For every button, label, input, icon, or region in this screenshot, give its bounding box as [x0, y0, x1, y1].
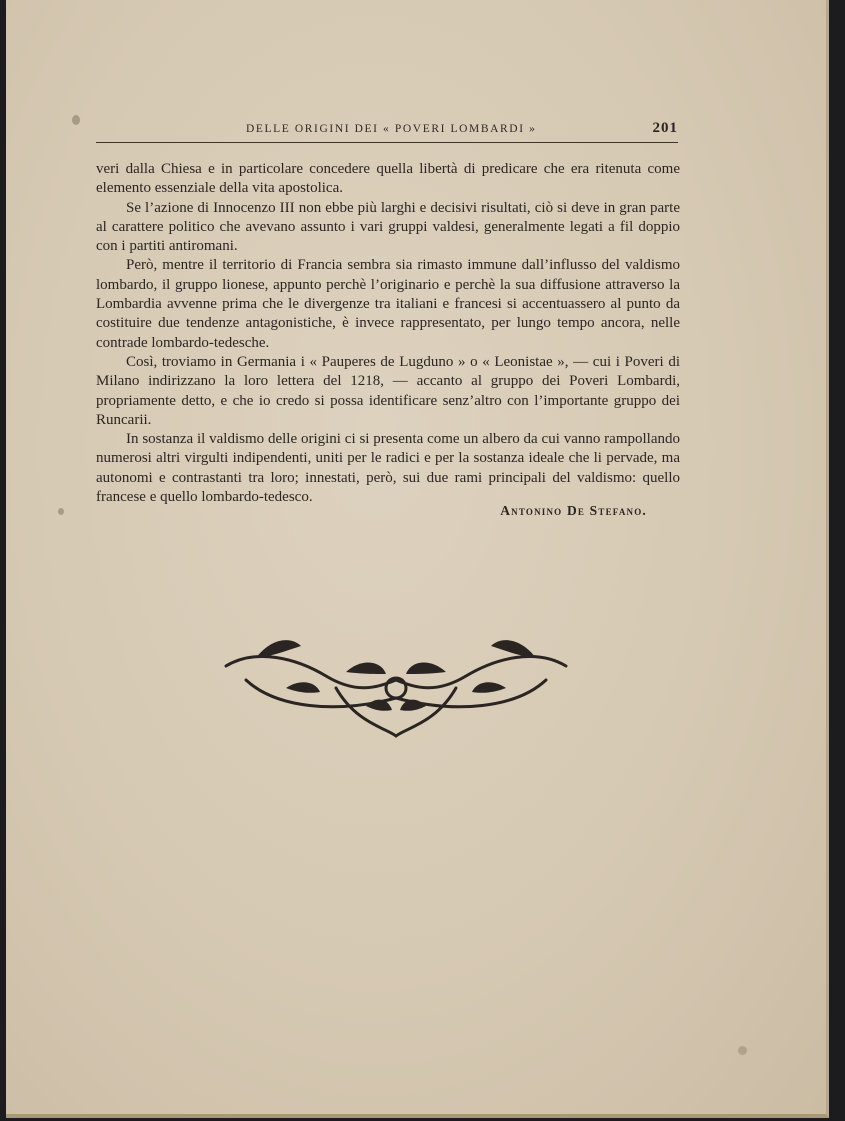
paragraph: Se l’azione di Innocenzo III non ebbe più larghi e decisivi risultati, ciò si deve in gran parte al carattere politico che avevano assunto i vari gruppi valdesi, generalmente legati a fil doppio con i partiti antiromani.	[96, 199, 680, 255]
paragraph: Però, mentre il territorio di Francia sembra sia rimasto immune dall’influsso del valdismo lombardo, il gruppo lionese, appunto perchè l’originario e perchè la sua diffusione attraverso la Lombardia avvenne prima che le divergenze tra italiani e francesi si accentuassero al punto da costituire due tendenze antagonistiche, è invece rappresentato, per lungo tempo ancora, nelle contrade lombardo-tedesche.	[96, 257, 680, 351]
paper-stain	[738, 1046, 747, 1055]
book-page	[6, 0, 829, 1118]
paragraph: Così, troviamo in Germania i « Pauperes de Lugduno » o « Leonistae », — cui i Poveri di Milano indirizzano la loro lettera del 1218, — accanto al gruppo dei Poveri Lombardi, propriamente detto, e che io credo si possa identificare senz’altro con l’importante gruppo dei Runcarii.	[96, 353, 680, 428]
paper-stain	[72, 115, 80, 125]
running-head-title: DELLE ORIGINI DEI « POVERI LOMBARDI »	[246, 123, 537, 135]
floral-ornament-icon	[216, 628, 576, 746]
author-signature: Antonino De Stefano.	[500, 503, 647, 518]
paragraph: In sostanza il valdismo delle origini ci si presenta come un albero da cui vanno rampollando numerosi altri virgulti indipendenti, uniti per le radici e per la sostanza ideale che li pervade, ma autonomi e contrastanti tra loro; innestati, però, sui due rami principali del valdismo: quello francese e quello lombardo-tedesco.	[96, 431, 680, 506]
paragraph: veri dalla Chiesa e in particolare concedere quella libertà di predicare che era ritenuta come elemento essenziale della vita apostolica.	[96, 161, 680, 197]
paper-stain	[58, 508, 64, 515]
running-head	[96, 120, 678, 143]
page-number: 201	[652, 120, 678, 136]
body-text	[96, 160, 680, 507]
